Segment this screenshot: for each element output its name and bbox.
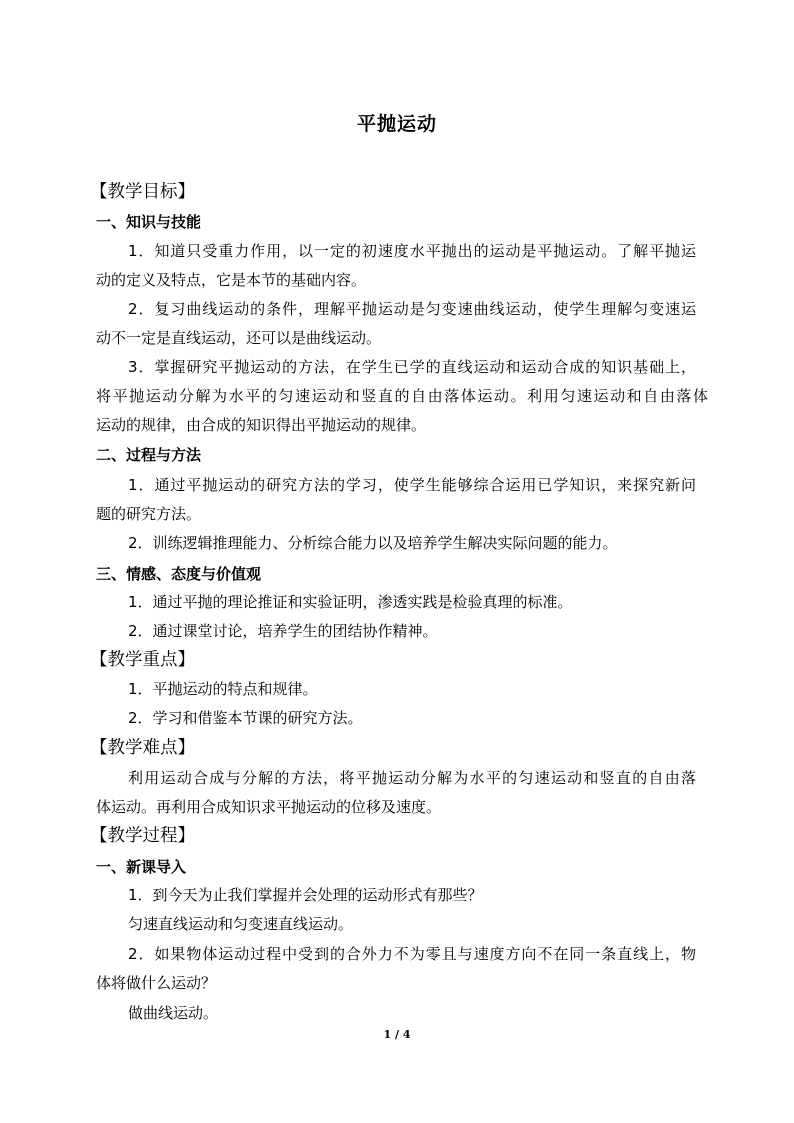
heading-process-methods: 二、过程与方法 [96,446,202,464]
paragraph-knowledge-1-line-2: 动的定义及特点，它是本节的基础内容。 [96,271,367,289]
paragraph-key-point-2: 2．学习和借鉴本节课的研究方法。 [128,709,363,727]
paragraph-knowledge-3-line-3: 运动的规律，由合成的知识得出平抛运动的规律。 [96,416,427,434]
paragraph-knowledge-3-line-2: 将平抛运动分解为水平的匀速运动和竖直的自由落体运动。利用匀速运动和自由落体 [96,387,708,405]
heading-difficulties: 【教学难点】 [90,738,195,758]
paragraph-knowledge-2-line-2: 动不一定是直线运动，还可以是曲线运动。 [96,329,382,347]
paragraph-process-1-line-1: 1．通过平抛运动的研究方法的学习，使学生能够综合运用已学知识，来探究新问 [128,476,696,494]
paragraph-emotion-1: 1．通过平抛的理论推证和实验证明，渗透实践是检验真理的标准。 [128,593,573,611]
paragraph-emotion-2: 2．通过课堂讨论，培养学生的团结协作精神。 [128,622,438,640]
paragraph-knowledge-2-line-1: 2．复习曲线运动的条件，理解平抛运动是匀变速曲线运动，使学生理解匀变速运 [128,300,696,318]
heading-emotion-attitude-values: 三、情感、态度与价值观 [96,565,262,583]
page-number: 1 / 4 [383,1028,411,1041]
heading-knowledge-skills: 一、知识与技能 [96,213,202,231]
paragraph-difficulty-line-2: 体运动。再利用合成知识求平抛运动的位移及速度。 [96,798,442,816]
paragraph-process-2: 2．训练逻辑推理能力、分析综合能力以及培养学生解决实际问题的能力。 [128,534,618,552]
paragraph-key-point-1: 1．平抛运动的特点和规律。 [128,680,318,698]
paragraph-question-2-line-2: 体将做什么运动？ [96,974,217,992]
heading-key-points: 【教学重点】 [90,650,195,670]
paragraph-knowledge-3-line-1: 3．掌握研究平抛运动的方法，在学生已学的直线运动和运动合成的知识基础上， [128,358,696,376]
paragraph-answer-2: 做曲线运动。 [128,1004,219,1022]
paragraph-answer-1: 匀速直线运动和匀变速直线运动。 [128,915,354,933]
page-title: 平抛运动 [356,113,437,135]
paragraph-process-1-line-2: 题的研究方法。 [96,505,202,523]
paragraph-knowledge-1-line-1: 1．知道只受重力作用，以一定的初速度水平抛出的运动是平抛运动。了解平抛运 [128,242,696,260]
heading-teaching-goals: 【教学目标】 [90,182,195,202]
paragraph-question-1: 1．到今天为止我们掌握并会处理的运动形式有那些？ [128,886,483,904]
heading-new-lesson-intro: 一、新课导入 [96,858,187,876]
paragraph-difficulty-line-1: 利用运动合成与分解的方法，将平抛运动分解为水平的匀速运动和竖直的自由落 [128,769,696,787]
paragraph-question-2-line-1: 2．如果物体运动过程中受到的合外力不为零且与速度方向不在同一条直线上，物 [128,945,696,963]
heading-teaching-process: 【教学过程】 [90,826,195,846]
